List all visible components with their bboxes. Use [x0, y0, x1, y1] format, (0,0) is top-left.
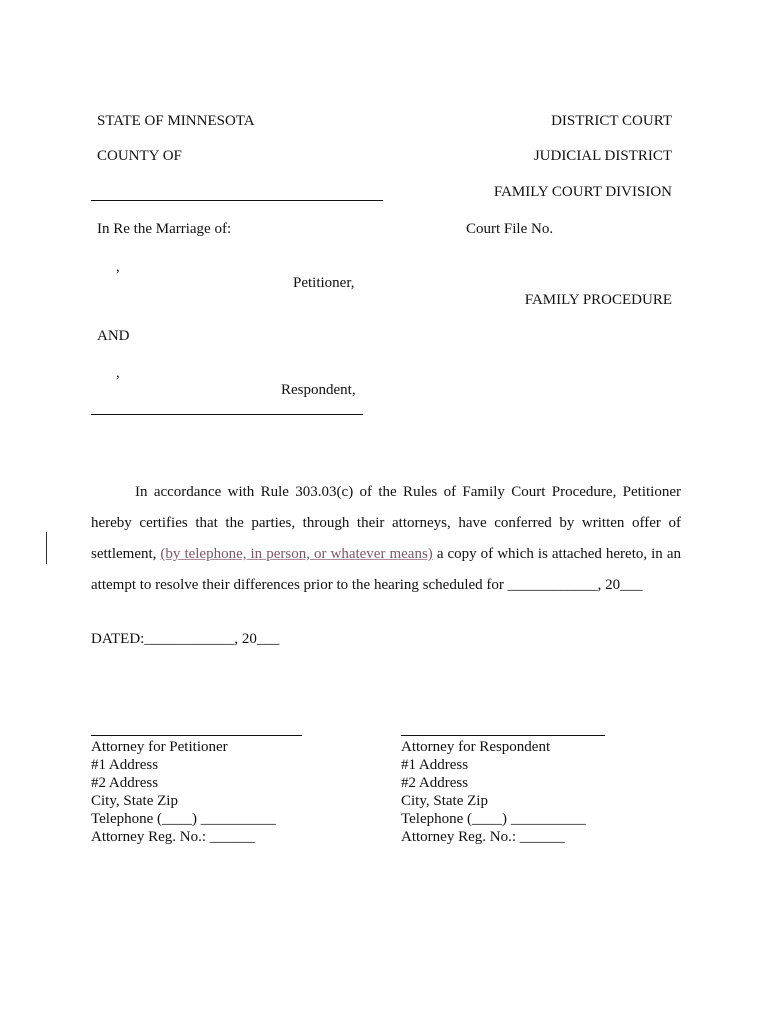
petitioner-address-1: #1 Address — [91, 757, 159, 773]
petitioner-attorney-title: Attorney for Petitioner — [91, 739, 228, 755]
respondent-city: City, State Zip — [401, 793, 488, 809]
petitioner-label: Petitioner, — [293, 275, 355, 291]
procedure-title: FAMILY PROCEDURE — [524, 292, 672, 308]
petitioner-telephone: Telephone (____) __________ — [91, 811, 276, 827]
respondent-signature-line — [401, 735, 605, 736]
respondent-attorney-title: Attorney for Respondent — [401, 739, 551, 755]
certification-paragraph — [91, 477, 681, 601]
means-link[interactable]: (by telephone, in person, or whatever means) — [160, 546, 433, 562]
court-file-label: Court File No. — [466, 221, 554, 237]
dated-line: DATED:____________, 20___ — [91, 631, 280, 647]
paragraph-line-1: In accordance with Rule 303.03(c) of the Rules of Family Court Procedure, Petitioner — [135, 484, 681, 500]
district-heading: JUDICIAL DISTRICT — [533, 148, 672, 164]
court-heading: DISTRICT COURT — [551, 113, 672, 129]
petitioner-address-2: #2 Address — [91, 775, 159, 791]
respondent-name-comma: , — [116, 365, 120, 381]
division-heading: FAMILY COURT DIVISION — [493, 184, 672, 200]
petitioner-reg-no: Attorney Reg. No.: ______ — [91, 829, 255, 845]
respondent-label: Respondent, — [281, 382, 356, 398]
respondent-telephone: Telephone (____) __________ — [401, 811, 586, 827]
petitioner-city: City, State Zip — [91, 793, 178, 809]
respondent-reg-no: Attorney Reg. No.: ______ — [401, 829, 565, 845]
petitioner-name-comma: , — [116, 259, 120, 275]
caption-top-rule — [91, 200, 383, 201]
respondent-attorney-block — [401, 738, 586, 846]
petitioner-signature-line — [91, 735, 302, 736]
in-re-label: In Re the Marriage of: — [97, 221, 232, 237]
paragraph-line-4: attempt to resolve their differences prior to the hearing scheduled for ____________, 20___ — [91, 577, 643, 593]
respondent-address-2: #2 Address — [401, 775, 469, 791]
petitioner-attorney-block — [91, 738, 276, 846]
paragraph-line-2: hereby certifies that the parties, through their attorneys, have conferred by written offer of — [91, 515, 681, 531]
caption-bottom-rule — [91, 414, 363, 415]
state-heading: STATE OF MINNESOTA — [97, 113, 255, 129]
respondent-address-1: #1 Address — [401, 757, 469, 773]
paragraph-line-3: settlement, (by telephone, in person, or whatever means) a copy of which is attached hereto, in an — [91, 546, 681, 562]
margin-change-bar — [46, 532, 47, 564]
county-heading: COUNTY OF — [97, 148, 182, 164]
and-label: AND — [97, 328, 130, 344]
